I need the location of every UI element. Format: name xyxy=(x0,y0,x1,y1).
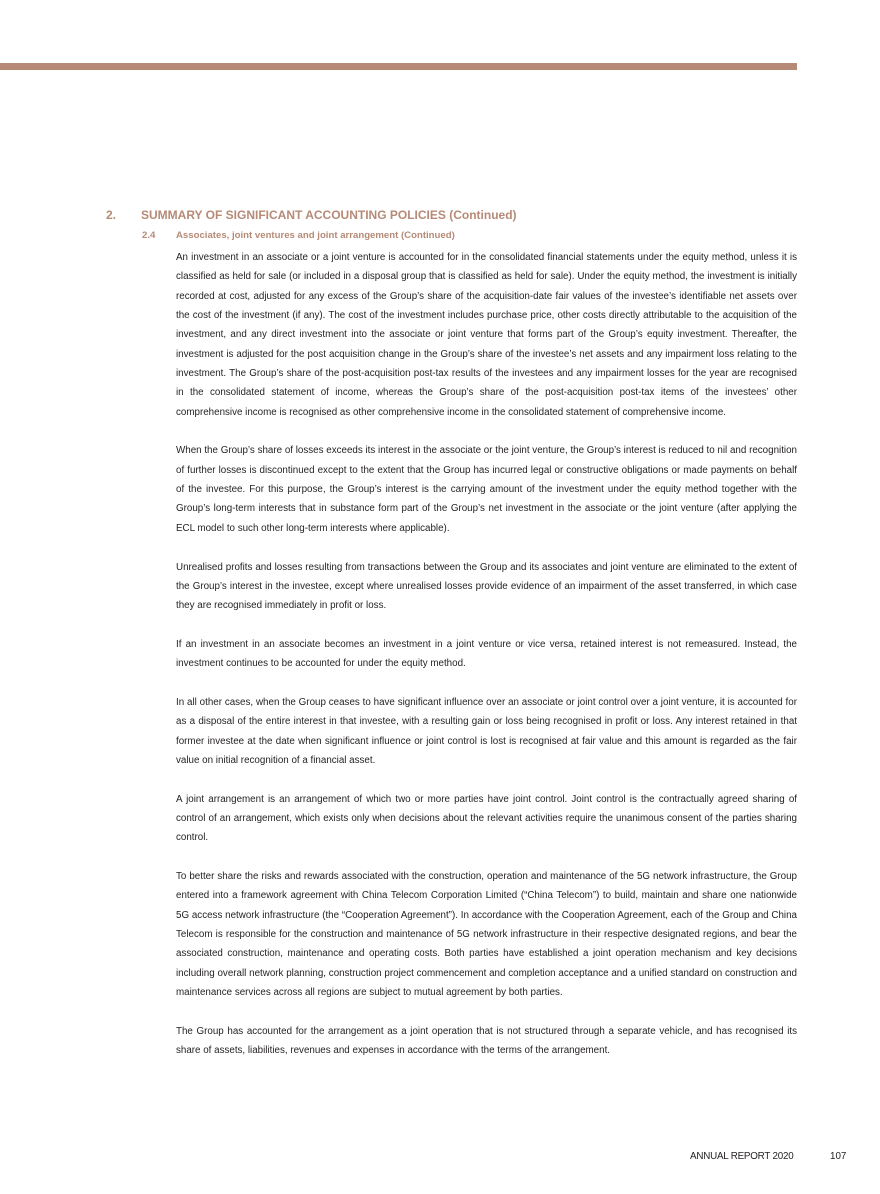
section-number: 2. xyxy=(106,208,117,222)
paragraph: In all other cases, when the Group ceases to have significant influence over an associate or joint control over a joint venture, it is accounted for as a disposal of the entire interest in that investee, with a resulting gain or loss being recognised in profit or loss. Any interest retained in that former investee at the date when significant influence or joint control is lost is recognised at fair value and this amount is regarded as the fair value on initial recognition of a financial asset. xyxy=(176,696,797,766)
paragraph: Unrealised profits and losses resulting from transactions between the Group and its associates and joint venture are eliminated to the extent of the Group’s interest in the investee, except where unrealised losses provide evidence of an impairment of the asset transferred, in which case they are recognised immediately in profit or loss. xyxy=(176,561,797,612)
body-text xyxy=(176,248,797,1060)
paragraph: The Group has accounted for the arrangement as a joint operation that is not structured through a separate vehicle, and has recognised its share of assets, liabilities, revenues and expenses in accordance with the terms of the arrangement. xyxy=(176,1025,797,1057)
paragraph: To better share the risks and rewards associated with the construction, operation and maintenance of the 5G network infrastructure, the Group entered into a framework agreement with China Telecom Corporation Limited (“China Telecom”) to build, maintain and share one nationwide 5G access network infrastructure (the “Cooperation Agreement”). In accordance with the Cooperation Agreement, each of the Group and China Telecom is responsible for the construction and maintenance of 5G network infrastructure in their respective designated regions, and bear the associated construction, maintenance and operating costs. Both parties have established a joint operation mechanism and key decisions including overall network planning, construction project commencement and completion acceptance and a unified standard on construction and maintenance services across all regions are subject to mutual agreement by both parties. xyxy=(176,871,797,999)
footer-report-label: ANNUAL REPORT 2020 xyxy=(690,1151,794,1162)
header-accent-bar xyxy=(0,63,797,70)
paragraph: A joint arrangement is an arrangement of which two or more parties have joint control. Joint control is the contractually agreed sharing of control of an arrangement, which exists only when decisions about the relevant activities require the unanimous consent of the parties sharing control. xyxy=(176,793,797,844)
section-title: SUMMARY OF SIGNIFICANT ACCOUNTING POLICIES (Continued) xyxy=(141,208,517,222)
subsection-title: Associates, joint ventures and joint arrangement (Continued) xyxy=(176,230,455,241)
paragraph: An investment in an associate or a joint venture is accounted for in the consolidated financial statements under the equity method, unless it is classified as held for sale (or included in a disposal group that is classified as held for sale). Under the equity method, the investment is initially recorded at cost, adjusted for any excess of the Group’s share of the acquisition-date fair values of the investee’s identifiable net assets over the cost of the investment (if any). The cost of the investment includes purchase price, other costs directly attributable to the acquisition of the investment, and any direct investment into the associate or joint venture that forms part of the Group’s equity investment. Thereafter, the investment is adjusted for the post acquisition change in the Group’s share of the investee’s net assets and any impairment loss relating to the investment. The Group’s share of the post-acquisition post-tax results of the investees and any impairment losses for the year are recognised in the consolidated statement of income, whereas the Group’s share of the post-acquisition post-tax items of the investees’ other comprehensive income is recognised as other comprehensive income in the consolidated statement of comprehensive income. xyxy=(176,252,797,418)
footer-page-number: 107 xyxy=(830,1151,847,1162)
subsection-number: 2.4 xyxy=(142,230,156,241)
paragraph: If an investment in an associate becomes an investment in a joint venture or vice versa, retained interest is not remeasured. Instead, the investment continues to be accounted for under the equity method. xyxy=(176,638,797,670)
paragraph: When the Group’s share of losses exceeds its interest in the associate or the joint venture, the Group’s interest is reduced to nil and recognition of further losses is discontinued except to the extent that the Group has incurred legal or constructive obligations or made payments on behalf of the investee. For this purpose, the Group’s interest is the carrying amount of the investment under the equity method together with the Group’s long-term interests that in substance form part of the Group’s net investment in the associate or the joint venture (after applying the ECL model to such other long-term interests where applicable). xyxy=(176,445,797,534)
